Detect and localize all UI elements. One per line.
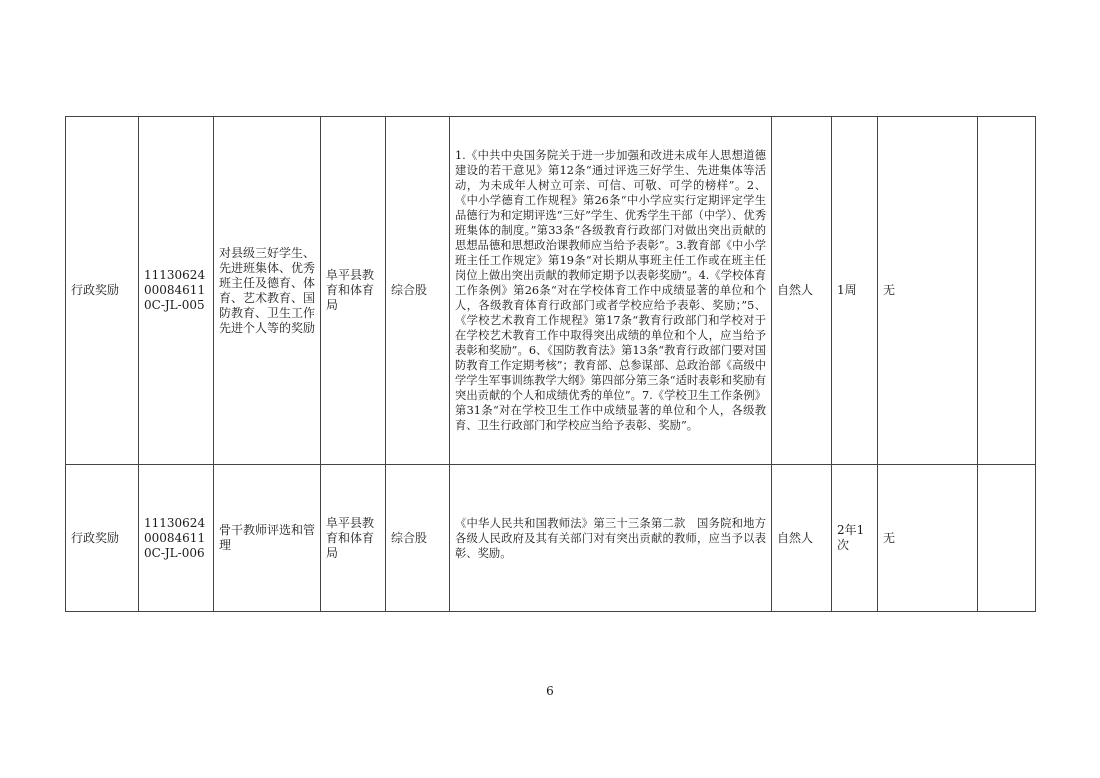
cell-fee: 无 [878, 117, 978, 465]
cell-basis: 1.《中共中央国务院关于进一步加强和改进未成年人思想道德建设的若干意见》第12条“通过评选三好学生、先进集体等活动，为未成年人树立可亲、可信、可敬、可学的榜样”。2、《中小学德育工作规程》第26条“中小学应实行定期评定学生品德行为和定期评选“三好”学生、优秀学生干部（中学）、优秀班集体的制度。”第33条“各级教育行政部门对做出突出贡献的思想品德和思想政治课教师应当给予表彰”。3.教育部《中小学班主任工作规定》第19条“对长期从事班主任工作或在班主任岗位上做出突出贡献的教师定期予以表彰奖励”。4.《学校体育工作条例》第26条“对在学校体育工作中成绩显著的单位和个人，各级教育体育行政部门或者学校应给予表彰、奖励；”5、《学校艺术教育工作规程》第17条“教育行政部门和学校对于在学校艺术教育工作中取得突出成绩的单位和个人，应当给予表彰和奖励”。6、《国防教育法》第13条“教育行政部门要对国防教育工作定期考核”；教育部、总参谋部、总政治部《高级中学学生军事训练教学大纲》第四部分第三条“适时表彰和奖励有突出贡献的个人和成绩优秀的单位”。7.《学校卫生工作条例》第31条“对在学校卫生工作中成绩显著的单位和个人，各级教育、卫生行政部门和学校应当给予表彰、奖励”。 [450, 117, 772, 465]
cell-agency: 阜平县教育和体育局 [321, 117, 386, 465]
cell-target: 自然人 [772, 465, 832, 612]
cell-code: 11130624000846110C-JL-005 [139, 117, 214, 465]
table-row [66, 465, 1036, 612]
table-row [66, 117, 1036, 465]
cell-basis: 《中华人民共和国教师法》第三十三条第二款 国务院和地方各级人民政府及其有关部门对有突出贡献的教师，应当予以表彰、奖励。 [450, 465, 772, 612]
page-number: 6 [546, 684, 554, 698]
cell-agency: 阜平县教育和体育局 [321, 465, 386, 612]
cell-target: 自然人 [772, 117, 832, 465]
cell-type: 行政奖励 [66, 117, 139, 465]
cell-name: 骨干教师评选和管理 [214, 465, 321, 612]
cell-cycle: 2年1次 [832, 465, 878, 612]
cell-code: 11130624000846110C-JL-006 [139, 465, 214, 612]
cell-extra [978, 465, 1036, 612]
cell-extra [978, 117, 1036, 465]
cell-name: 对县级三好学生、先进班集体、优秀班主任及德育、体育、艺术教育、国防教育、卫生工作先进个人等的奖励 [214, 117, 321, 465]
cell-department: 综合股 [386, 465, 450, 612]
records-table [65, 116, 1036, 612]
cell-department: 综合股 [386, 117, 450, 465]
cell-type: 行政奖励 [66, 465, 139, 612]
cell-cycle: 1周 [832, 117, 878, 465]
cell-fee: 无 [878, 465, 978, 612]
